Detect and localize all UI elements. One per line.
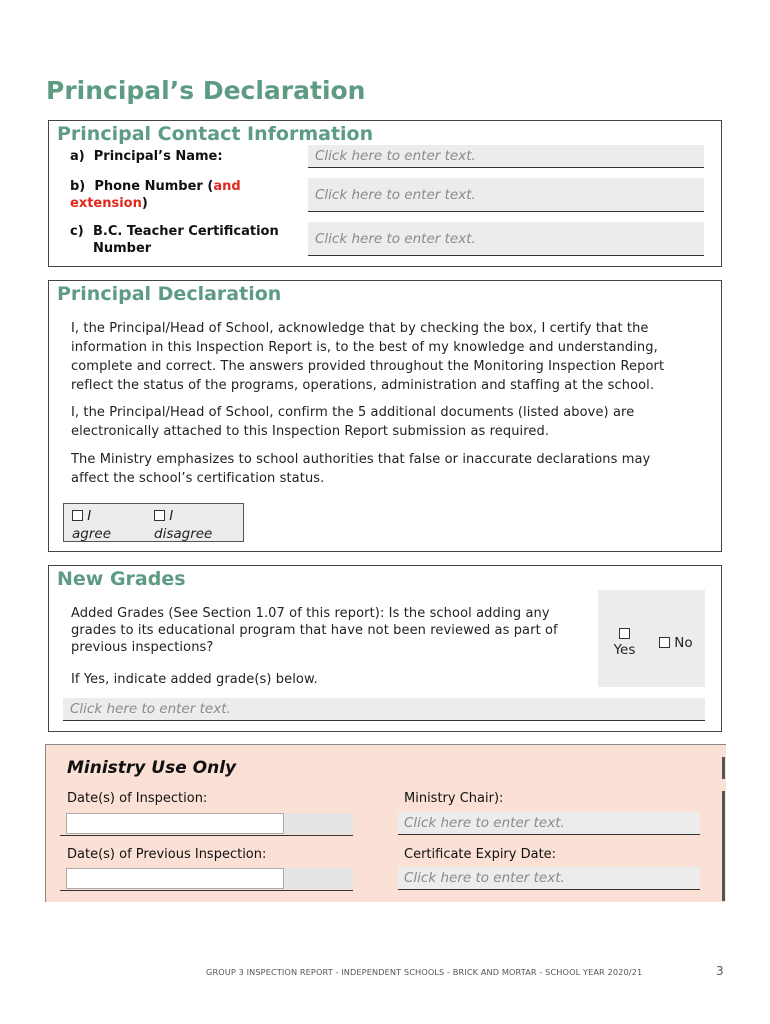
ministry-chair-field[interactable]: Click here to enter text. xyxy=(398,812,700,835)
yes-label: Yes xyxy=(613,642,636,658)
disagree-label: I disagree xyxy=(154,508,213,542)
page-number: 3 xyxy=(716,964,724,978)
no-label: No xyxy=(674,635,693,651)
new-grades-section xyxy=(48,565,722,732)
added-grades-followup: If Yes, indicate added grade(s) below. xyxy=(71,672,318,687)
inspection-dates-input-tail xyxy=(285,813,353,834)
agree-option[interactable] xyxy=(72,507,132,543)
declaration-section xyxy=(48,280,722,552)
no-option[interactable] xyxy=(659,635,693,651)
yes-option[interactable] xyxy=(611,626,638,658)
phone-number-field[interactable]: Click here to enter text. xyxy=(308,178,704,212)
declaration-paragraph-1: I, the Principal/Head of School, acknowledge that by checking the box, I certify that the information in this Inspection Report is, to the best of my knowledge and understanding, complete and correct. The answers provided throughout the Monitoring Inspection Report reflect the status of the programs, operations, administration and staffing at the school. xyxy=(71,321,665,393)
previous-inspection-label: Date(s) of Previous Inspection: xyxy=(67,847,267,862)
agree-disagree-box xyxy=(63,503,244,542)
declaration-section-title: Principal Declaration xyxy=(57,283,282,305)
previous-inspection-underline xyxy=(60,890,353,891)
certificate-expiry-label: Certificate Expiry Date: xyxy=(404,847,557,862)
previous-inspection-input-tail xyxy=(285,868,353,889)
declaration-paragraph-2: I, the Principal/Head of School, confirm the 5 additional documents (listed above) are electronically attached to this Inspection Report submission as required. xyxy=(71,405,635,439)
yes-checkbox[interactable] xyxy=(619,628,630,639)
inspection-dates-input[interactable] xyxy=(66,813,284,834)
teacher-certification-field[interactable]: Click here to enter text. xyxy=(308,222,704,256)
added-grades-field[interactable]: Click here to enter text. xyxy=(63,698,705,721)
previous-inspection-input[interactable] xyxy=(66,868,284,889)
principal-name-field[interactable]: Click here to enter text. xyxy=(308,145,704,168)
disagree-checkbox[interactable] xyxy=(154,510,165,521)
inspection-dates-label: Date(s) of Inspection: xyxy=(67,791,208,806)
right-border-mark xyxy=(722,757,725,779)
contact-section xyxy=(48,120,722,267)
inspection-dates-underline xyxy=(60,835,353,836)
declaration-paragraph-3: The Ministry emphasizes to school authorities that false or inaccurate declarations may affect the school’s certification status. xyxy=(71,452,651,486)
right-border-mark-2 xyxy=(722,791,725,901)
yes-no-box xyxy=(598,590,705,687)
certificate-expiry-field[interactable]: Click here to enter text. xyxy=(398,867,700,890)
no-checkbox[interactable] xyxy=(659,637,670,648)
ministry-title: Ministry Use Only xyxy=(67,758,237,778)
ministry-chair-label: Ministry Chair): xyxy=(404,791,504,806)
ministry-use-section xyxy=(45,744,726,902)
contact-section-title: Principal Contact Information xyxy=(57,123,374,145)
agree-label: I agree xyxy=(72,508,112,542)
added-grades-question: Added Grades (See Section 1.07 of this report): Is the school adding any grades to its educational program that have not been reviewed as part of previous inspections? xyxy=(71,606,558,655)
teacher-certification-label: c) B.C. Teacher Certification Number xyxy=(70,224,279,256)
phone-number-label: b) Phone Number (and extension) xyxy=(70,179,241,211)
footer-text: GROUP 3 INSPECTION REPORT - INDEPENDENT SCHOOLS - BRICK AND MORTAR - SCHOOL YEAR 2020/21 xyxy=(206,967,643,977)
phone-extension-note: and extension xyxy=(70,179,241,211)
page-title: Principal’s Declaration xyxy=(46,76,366,105)
principal-name-label: a) Principal’s Name: xyxy=(70,149,223,164)
disagree-option[interactable] xyxy=(154,507,232,543)
new-grades-section-title: New Grades xyxy=(57,568,186,590)
agree-checkbox[interactable] xyxy=(72,510,83,521)
